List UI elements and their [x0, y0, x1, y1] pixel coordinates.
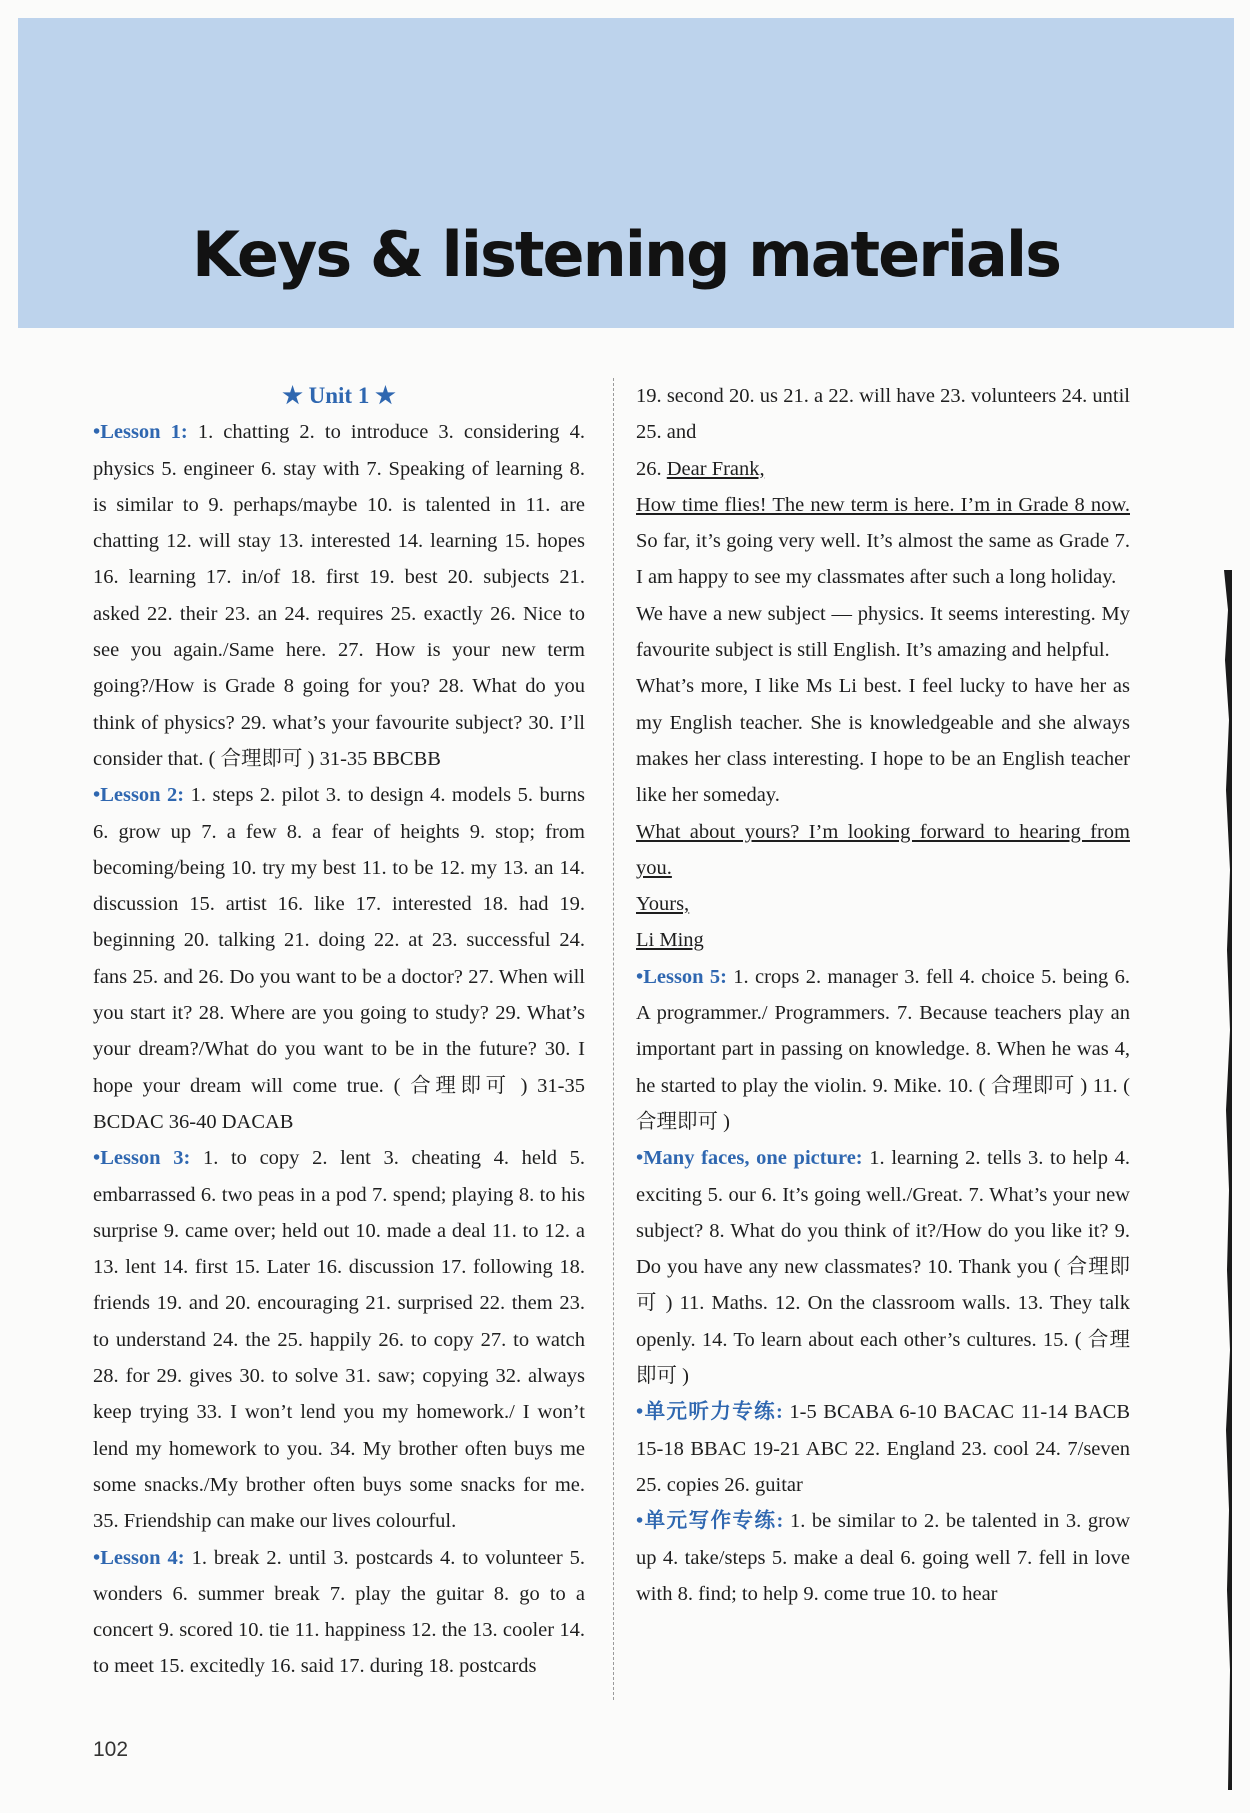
many-faces-text: 1. learning 2. tells 3. to help 4. exciting 5. our 6. It’s going well./Great. 7. What’s your new subject? 8. What do you think of it?/How do you like it? 9. Do you have any new classmates? 10. Thank you ( 合理即可 ) 11. Maths. 12. On the classroom walls. 13. They talk openly. 14. To learn about each other’s cultures. 15. ( 合理即可 ) — [636, 1147, 1130, 1388]
lesson-1-answers — [93, 414, 585, 777]
letter-closing: Yours, — [636, 893, 690, 916]
listening-practice-label: 单元听力专练: — [643, 1401, 783, 1424]
left-column — [93, 378, 585, 1685]
header-banner — [18, 18, 1234, 328]
column-divider — [613, 378, 614, 1700]
page-number: 102 — [93, 1738, 129, 1761]
lesson-5-answers — [636, 959, 1130, 1140]
page-edge-shadow — [1214, 570, 1232, 1790]
bullet-icon: • — [93, 1147, 101, 1170]
lesson-5-text: 1. crops 2. manager 3. fell 4. choice 5. being 6. A programmer./ Programmers. 7. Because teachers play an important part in passing on knowledge. 8. When he was 4, he started to play the violin. 9. Mike. 10. ( 合理即可 ) 11. ( 合理即可 ) — [636, 965, 1130, 1133]
lesson-5-label: Lesson 5: — [643, 965, 727, 988]
letter-salutation-line — [636, 451, 1130, 487]
letter-paragraph-4: What about yours? I’m looking forward to hearing from you. — [636, 820, 1130, 879]
letter-signature: Li Ming — [636, 929, 704, 952]
letter-paragraph-1 — [636, 487, 1130, 596]
lesson-2-label: Lesson 2: — [100, 784, 185, 807]
writing-practice-text: 1. be similar to 2. be talented in 3. grow up 4. take/steps 5. make a deal 6. going well 7. fell in love with 8. find; to help 9. come true 10. to hear — [636, 1510, 1131, 1605]
bullet-icon: • — [636, 1147, 644, 1170]
bullet-icon: • — [636, 1510, 644, 1533]
letter-underlined-text: How time flies! The new term is here. I’m in Grade 8 now. — [636, 493, 1130, 516]
many-faces-answers — [636, 1140, 1130, 1394]
writing-practice-label: 单元写作专练: — [643, 1510, 784, 1533]
bullet-icon: • — [636, 965, 644, 988]
many-faces-label: Many faces, one picture: — [643, 1147, 863, 1170]
letter-paragraph-2: We have a new subject — physics. It seems interesting. My favourite subject is still English. It’s amazing and helpful. — [636, 602, 1130, 662]
lesson-3-label: Lesson 3: — [100, 1147, 191, 1170]
lesson-4-answers — [93, 1540, 585, 1685]
listening-practice-answers — [636, 1394, 1130, 1503]
letter-text: So far, it’s going very well. It’s almost the same as Grade 7. I am happy to see my classmates after such a long holiday. — [636, 530, 1130, 589]
lesson-2-text: 1. steps 2. pilot 3. to design 4. models 5. burns 6. grow up 7. a few 8. a fear of heights 9. stop; from becoming/being 10. try my best 11. to be 12. my 13. an 14. discussion 15. artist 16. like 17. interested 18. had 19. beginning 20. talking 21. doing 22. at 23. successful 24. fans 25. and 26. Do you want to be a doctor? 27. When will you start it? 28. Where are you going to study? 29. What’s your dream?/What do you want to be in the future? 30. I hope your dream will come true. ( 合理即可 ) 31-35 BCDAC 36-40 DACAB — [93, 784, 585, 1133]
lesson-4-continued: 19. second 20. us 21. a 22. will have 23. volunteers 24. until 25. and — [636, 385, 1130, 444]
lesson-1-text: 1. chatting 2. to introduce 3. considering 4. physics 5. engineer 6. stay with 7. Speaking of learning 8. is similar to 9. perhaps/maybe 10. is talented in 11. are chatting 12. will stay 13. interested 14. learning 15. hopes 16. learning 17. in/of 18. first 19. best 20. subjects 21. asked 22. their 23. an 24. requires 25. exactly 26. Nice to see you again./Same here. 27. How is your new term going?/How is Grade 8 going for you? 28. What do you think of physics? 29. what’s your favourite subject? 30. I’ll consider that. ( 合理即可 ) 31-35 BBCBB — [93, 421, 585, 770]
lesson-3-answers — [93, 1140, 585, 1539]
listening-practice-text: 1-5 BCABA 6-10 BACAC 11-14 BACB 15-18 BBAC 19-21 ABC 22. England 23. cool 24. 7/seven 25. copies 26. guitar — [636, 1401, 1130, 1496]
bullet-icon: • — [93, 421, 101, 444]
lesson-4-text: 1. break 2. until 3. postcards 4. to volunteer 5. wonders 6. summer break 7. play the guitar 8. go to a concert 9. scored 10. tie 11. happiness 12. the 13. cooler 14. to meet 15. excitedly 16. said 17. during 18. postcards — [93, 1546, 585, 1678]
unit-heading: ★ Unit 1 ★ — [282, 383, 396, 408]
lesson-3-text: 1. to copy 2. lent 3. cheating 4. held 5. embarrassed 6. two peas in a pod 7. spend; playing 8. to his surprise 9. came over; held out 10. made a deal 11. to 12. a 13. lent 14. first 15. Later 16. discussion 17. following 18. friends 19. and 20. encouraging 21. surprised 22. them 23. to understand 24. the 25. happily 26. to copy 27. to watch 28. for 29. gives 30. to solve 31. saw; copying 32. always keep trying 33. I won’t lend you my homework./ I won’t lend my homework to you. 34. My brother often buys me some snacks./My brother often buys some snacks for me. 35. Friendship can make our lives colourful. — [93, 1147, 585, 1533]
letter-paragraph-3: What’s more, I like Ms Li best. I feel lucky to have her as my English teacher. She is knowledgeable and she always makes her class interesting. I hope to be an English teacher like her someday. — [636, 675, 1130, 807]
lesson-2-answers — [93, 777, 585, 1140]
bullet-icon: • — [636, 1401, 644, 1424]
right-column — [636, 378, 1130, 1612]
question-number: 26. — [636, 457, 667, 480]
page-title: Keys & listening materials — [191, 218, 1061, 291]
bullet-icon: • — [93, 784, 101, 807]
lesson-4-label: Lesson 4: — [100, 1546, 185, 1569]
writing-practice-answers — [636, 1503, 1130, 1612]
lesson-1-label: Lesson 1: — [100, 421, 188, 444]
letter-salutation: Dear Frank, — [666, 457, 765, 480]
bullet-icon: • — [93, 1546, 101, 1569]
